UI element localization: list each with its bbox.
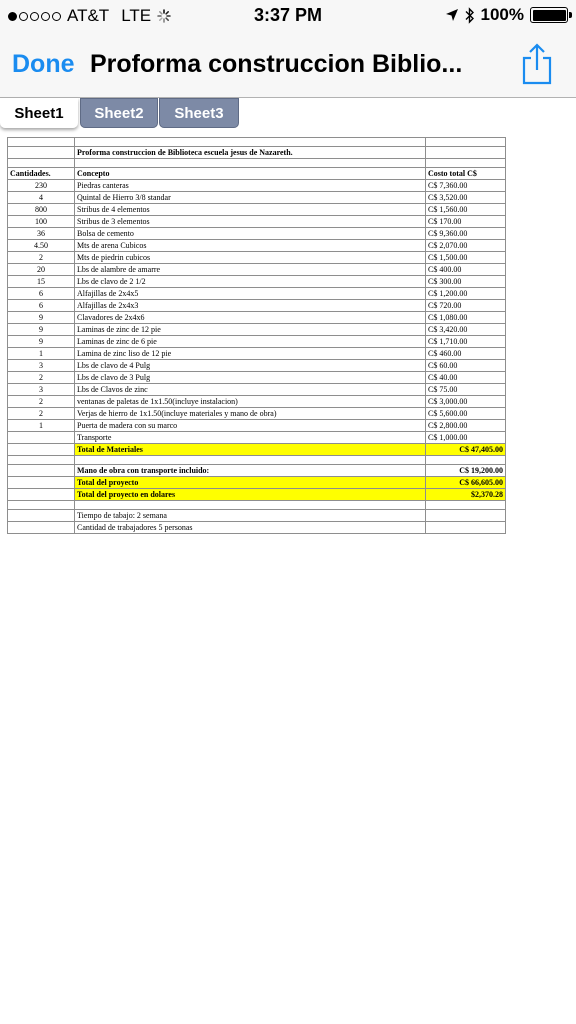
row-concept[interactable]: Laminas de zinc de 12 pie [75,324,426,336]
row-quantity[interactable]: 9 [8,324,75,336]
row-concept[interactable]: Stribus de 4 elementos [75,204,426,216]
row-quantity[interactable]: 4.50 [8,240,75,252]
row-cost[interactable]: C$ 1,000.00 [426,432,506,444]
row-quantity[interactable]: 3 [8,360,75,372]
cell[interactable] [8,477,75,489]
row-quantity[interactable]: 2 [8,408,75,420]
row-quantity[interactable]: 6 [8,288,75,300]
cell[interactable] [8,456,75,465]
row-concept[interactable]: Quintal de Hierro 3/8 standar [75,192,426,204]
row-quantity[interactable]: 2 [8,372,75,384]
cell[interactable] [8,147,75,159]
cell[interactable] [75,159,426,168]
cell[interactable] [426,456,506,465]
row-quantity[interactable]: 15 [8,276,75,288]
row-quantity[interactable]: 9 [8,312,75,324]
row-quantity[interactable]: 3 [8,384,75,396]
row-cost[interactable]: C$ 300.00 [426,276,506,288]
row-concept[interactable]: Alfajillas de 2x4x3 [75,300,426,312]
row-concept[interactable]: Lbs de Clavos de zinc [75,384,426,396]
table-row [8,264,506,276]
header-quantity[interactable]: Cantidades. [8,168,75,180]
total-dollars-label[interactable]: Total del proyecto en dolares [75,489,426,501]
table-row [8,432,506,444]
battery-icon [530,7,568,23]
table-row [8,240,506,252]
total-materials-value[interactable]: C$ 47,405.00 [426,444,506,456]
table-row [8,192,506,204]
row-cost[interactable]: C$ 1,500.00 [426,252,506,264]
table-row [8,288,506,300]
row-concept[interactable]: Lbs de alambre de amarre [75,264,426,276]
total-project-value[interactable]: C$ 66,605.00 [426,477,506,489]
spreadsheet [7,137,505,534]
total-project-label[interactable]: Total del proyecto [75,477,426,489]
row-concept[interactable]: Mts de piedrin cubicos [75,252,426,264]
row-quantity[interactable]: 1 [8,348,75,360]
cell[interactable] [8,138,75,147]
bluetooth-icon [465,7,475,24]
carrier-label: AT&T [67,6,110,25]
cell[interactable] [8,510,75,522]
header-concept[interactable]: Concepto [75,168,426,180]
row-concept[interactable]: Piedras canteras [75,180,426,192]
row-concept[interactable]: Lbs de clavo de 4 Pulg [75,360,426,372]
row-quantity[interactable]: 100 [8,216,75,228]
row-cost[interactable]: C$ 7,360.00 [426,180,506,192]
battery-percent: 100% [480,5,524,24]
row-quantity[interactable]: 6 [8,300,75,312]
header-cost[interactable]: Costo total C$ [426,168,506,180]
table-row [8,372,506,384]
row-quantity[interactable] [8,432,75,444]
note-work-time[interactable]: Tiempo de tabajo: 2 semana [75,510,426,522]
row-quantity[interactable]: 230 [8,180,75,192]
row-concept[interactable]: Lbs de clavo de 2 1/2 [75,276,426,288]
row-cost[interactable]: C$ 40.00 [426,372,506,384]
row-concept[interactable]: Stribus de 3 elementos [75,216,426,228]
spreadsheet-grid [7,137,506,534]
row-cost[interactable]: C$ 60.00 [426,360,506,372]
row-concept[interactable]: Transporte [75,432,426,444]
table-row [8,324,506,336]
row-quantity[interactable]: 2 [8,396,75,408]
row-concept[interactable]: Bolsa de cemento [75,228,426,240]
status-time: 3:37 PM [253,5,323,25]
tab-sheet1[interactable]: Sheet1 [0,98,78,128]
tab-sheet2[interactable]: Sheet2 [80,98,158,128]
labor-value[interactable]: C$ 19,200.00 [426,465,506,477]
row-cost[interactable]: C$ 9,360.00 [426,228,506,240]
row-concept[interactable]: Verjas de hierro de 1x1.50(incluye materiales y mano de obra) [75,408,426,420]
row-concept[interactable]: Puerta de madera con su marco [75,420,426,432]
total-materials-label[interactable]: Total de Materiales [75,444,426,456]
cell[interactable] [75,456,426,465]
cell[interactable] [426,159,506,168]
table-row [8,360,506,372]
row-concept[interactable]: Clavadores de 2x4x6 [75,312,426,324]
row-cost[interactable]: C$ 1,200.00 [426,288,506,300]
total-dollars-value[interactable]: $2,370.28 [426,489,506,501]
cell[interactable] [8,489,75,501]
row-concept[interactable]: Mts de arena Cubicos [75,240,426,252]
row-cost[interactable]: C$ 170.00 [426,216,506,228]
cell[interactable] [426,147,506,159]
table-row [8,252,506,264]
row-cost[interactable]: C$ 1,080.00 [426,312,506,324]
table-row [8,420,506,432]
table-row [8,384,506,396]
labor-label[interactable]: Mano de obra con transporte incluido: [75,465,426,477]
document-title: Proforma construccion Biblio... [90,50,463,78]
table-row [8,228,506,240]
cell[interactable] [426,501,506,510]
row-concept[interactable]: Lbs de clavo de 3 Pulg [75,372,426,384]
row-quantity[interactable]: 800 [8,204,75,216]
row-cost[interactable]: C$ 3,000.00 [426,396,506,408]
sheet-tabs [0,98,576,130]
row-concept[interactable]: Laminas de zinc de 6 pie [75,336,426,348]
table-row [8,348,506,360]
cell[interactable] [8,159,75,168]
table-row [8,180,506,192]
row-cost[interactable]: C$ 75.00 [426,384,506,396]
status-bar [0,0,576,32]
cell[interactable] [8,465,75,477]
cell[interactable] [426,138,506,147]
row-cost[interactable]: C$ 720.00 [426,300,506,312]
cell[interactable] [75,138,426,147]
row-cost[interactable]: C$ 400.00 [426,264,506,276]
done-button[interactable]: Done [12,50,75,78]
table-row [8,336,506,348]
row-cost[interactable]: C$ 460.00 [426,348,506,360]
row-cost[interactable]: C$ 3,520.00 [426,192,506,204]
cell[interactable] [426,510,506,522]
row-concept[interactable]: ventanas de paletas de 1x1.50(incluye instalacion) [75,396,426,408]
row-quantity[interactable]: 36 [8,228,75,240]
network-label: LTE [121,6,152,25]
row-cost[interactable]: C$ 5,600.00 [426,408,506,420]
row-concept[interactable]: Alfajillas de 2x4x5 [75,288,426,300]
navigation-bar [0,32,576,98]
location-arrow-icon [445,8,459,22]
cell[interactable] [8,444,75,456]
row-cost[interactable]: C$ 1,560.00 [426,204,506,216]
row-quantity[interactable]: 20 [8,264,75,276]
row-quantity[interactable]: 1 [8,420,75,432]
table-row [8,312,506,324]
sheet-title[interactable]: Proforma construccion de Biblioteca escuela jesus de Nazareth. [75,147,426,159]
row-quantity[interactable]: 2 [8,252,75,264]
cell[interactable] [426,522,506,534]
table-row [8,396,506,408]
row-cost[interactable]: C$ 1,710.00 [426,336,506,348]
table-row [8,276,506,288]
tab-sheet3[interactable]: Sheet3 [159,98,239,128]
table-row [8,204,506,216]
row-cost[interactable]: C$ 3,420.00 [426,324,506,336]
cell[interactable] [8,522,75,534]
table-row [8,216,506,228]
row-cost[interactable]: C$ 2,800.00 [426,420,506,432]
note-workers[interactable]: Cantidad de trabajadores 5 personas [75,522,426,534]
cell[interactable] [75,501,426,510]
row-cost[interactable]: C$ 2,070.00 [426,240,506,252]
row-quantity[interactable]: 9 [8,336,75,348]
table-row [8,300,506,312]
row-quantity[interactable]: 4 [8,192,75,204]
table-row [8,408,506,420]
cell[interactable] [8,501,75,510]
share-icon[interactable] [520,42,554,86]
status-right [445,5,568,25]
row-concept[interactable]: Lamina de zinc liso de 12 pie [75,348,426,360]
